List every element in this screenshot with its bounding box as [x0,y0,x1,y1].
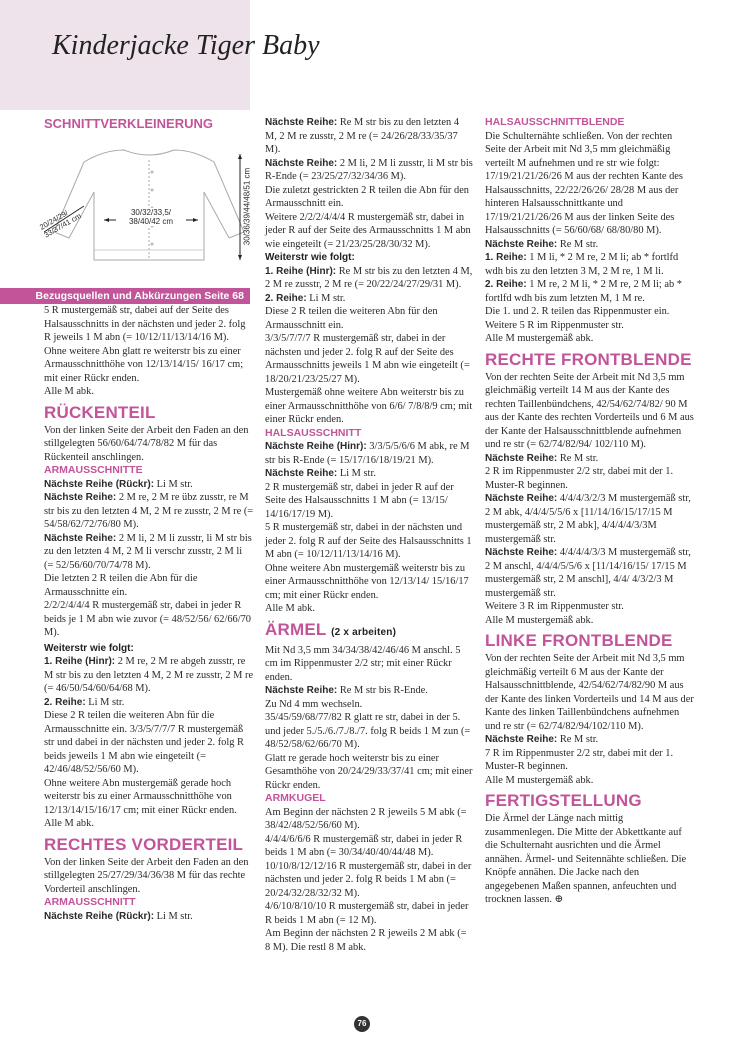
step-text: Re M str bis zu den letzten 4 M, 2 M re zusstr, 2 M re (= 24/26/28/33/35/37 M). [265,117,460,155]
paragraph: 3/3/5/7/7/7 R mustergemäß str, dabei in der nächsten und jeder 2. folg R auf der Seite des Armausschnitts jeweils 1 M abn wie eingeteilt (= 18/20/21/23/25/27 M). [265,333,470,385]
step-p4: Die letzten 2 R teilen die Abn für die Armausschnitte ein. [44,573,198,598]
step-text: 2 M li, 2 M li zusstr, li M str bis zu den letzten 4 M, 2 M li verschr zusstr, 2 M li (= 52/56/60/70/74/78 M). [44,532,252,571]
row-label: 1. Reihe (Hinr): [44,656,116,667]
paragraph: 7 R im Rippenmuster 2/2 str, dabei mit der 1. Muster-R beginnen. [485,747,674,772]
step-label: Nächste Reihe: [485,452,558,464]
rechtes-vorderteil-text: Von der linken Seite der Arbeit den Faden an den stillgelegten 25/27/29/34/36/38 M für das rechte Vorderteil anschlingen. [44,856,249,895]
row-1 [44,655,254,696]
row-label: 2. Reihe: [44,696,86,708]
step-p5: 2/2/2/4/4/4 R mustergemäß str, dabei in jeder R beids je 1 M abn wie zuvor (= 48/52/56/ 62/66/70 M). [44,600,252,638]
paragraph: Die Ärmel der Länge nach mittig zusammenlegen. Die Mitte der Abkettkante auf die Schulternaht ausrichten und die Ärmel annähen. Ärmel- und Seitennähte schließen. Die Knöpfe annähen. Die Jacke nach den angegebenen Maßen spannen, anfeuchten und trocknen lassen. ⊕ [485,813,687,905]
step-label: Nächste Reihe: [44,532,117,544]
step-text: Re M str bis R-Ende. [337,685,428,696]
linke-frontblende-heading: LINKE FRONTBLENDE [485,631,673,650]
row-2 [44,696,254,710]
step-label: Nächste Reihe: [265,468,338,479]
height-dimension-label: 30/36/39/44/48/51 cm [242,167,252,246]
paragraph: 2 R mustergemäß str, dabei in jeder R auf der Seite des Halsausschnitts 1 M abn (= 13/15/ 14/16/17/19 M). [265,481,454,520]
rechte-frontblende-heading: RECHTE FRONTBLENDE [485,349,692,369]
paragraph: Mit Nd 3,5 mm 34/34/38/42/46/46 M anschl. 5 cm im Rippenmuster 2/2 str; mit einer Rückr enden. [265,644,461,683]
paragraph: Ohne weitere Abn mustergemäß weiterstr bis zu einer Armausschnitthöhe von 12/13/14/ 15/16/17 cm; mit einer Rückr enden. [265,562,469,601]
armausschnitte-heading: ARMAUSSCHNITTE [44,464,143,476]
page-title: Kinderjacke Tiger Baby [52,30,320,61]
step-text: Li M str. [337,468,376,479]
row-label: 2. Reihe: [485,279,527,290]
paragraph: Von der rechten Seite der Arbeit mit Nd 3,5 mm gleichmäßig verteilt 6 M aus der Kante der Halsausschnittblende, 42/54/62/74/82/90 M aus der Kante des linken Vorderteils und 14 M aus der Kante des linken Taillenbündchens aufnehmen und re str (= 62/74/82/94/102/110 M). [485,653,694,732]
step-label: Nächste Reihe: [44,492,117,503]
row-text: Li M str. [85,696,125,708]
paragraph: Von der rechten Seite der Arbeit mit Nd 3,5 mm gleichmäßig verteilt 14 M aus der Kante des rechten Taillenbündchens, 42/54/62/74/82/ 90 M aus der Kante des rechten Vorderteils und 6 M aus der Kante der Halsausschnittblende aufnehmen und re str (= 62/74/82/94/ 102/110 M). [485,371,694,450]
schematic-diagram [38,132,264,282]
reference-band: Bezugsquellen und Abkürzungen Seite 68 [0,288,250,304]
paragraph: Am Beginn der nächsten 2 R jeweils 5 M abk (= 38/42/48/52/56/60 M). [265,806,467,831]
rechtes-vorderteil-heading: RECHTES VORDERTEIL [44,834,244,854]
paragraph: Die 1. und 2. R teilen das Rippenmuster ein. Weitere 5 R im Rippenmuster str. [485,306,670,331]
aermel-title: ÄRMEL [265,619,327,639]
step-text: 4/4/4/4/3/3 M mustergemäß str, 2 M anschl, 4/4/4/5/5/6 x [11/14/16/15/ 17/15 M mustergemäß str, 2 M anschl], 4/4/ 4/3/2/3 M mustergemäß str. [485,547,691,599]
step-text: Re M str. [557,238,599,250]
step-text: 3/3/5/5/6/6 M abk, re M str bis R-Ende (= 15/17/16/18/19/21 M). [265,441,470,466]
step-text: 4/4/4/3/2/3 M mustergemäß str, 2 M abk, 4/4/4/5/5/6 x [11/14/16/15/17/15 M mustergemäß str, 2 M abk], 4/4/4/4/3/3M mustergemäß str. [485,493,691,545]
step-label: Nächste Reihe (Rückr): [44,910,155,922]
paragraph: Alle M mustergemäß abk. [485,614,594,626]
step-p7-end: Alle M abk. [44,818,94,829]
step-label: Nächste Reihe (Hinr): [265,441,367,452]
step-label: Nächste Reihe: [485,493,558,504]
paragraph: Die Schulternähte schließen. Von der rechten Seite der Arbeit mit Nd 3,5 mm gleichmäßig verteilt M aufnehmen und re str wie folgt: 17/19/21/21/26/26 M aus der rechten Kante des Halsausschnitts, 22/22/26/26/ 28/28 M aus der hinteren Halsausschnittkante und 17/19/21/21/26/26 M aus der linken Seite des Halsausschnitts (= 56/60/68/ 68/80/80 M). [485,130,683,236]
paragraph: Weitere 3 R im Rippenmuster str. [485,601,624,612]
step-label: Nächste Reihe: [485,734,558,745]
right-column [485,116,695,907]
step-text: Li M str. [154,478,193,490]
step-p7: Ohne weitere Abn mustergemäß gerade hoch weiterstr bis zu einer Armausschnitthöhe von 12/13/14/15/16/17 cm; mit einer Rückr enden. [44,777,237,816]
armkugel-heading: ARMKUGEL [265,792,326,804]
row-label: 1. Reihe: [485,252,527,263]
paragraph: Weitere 2/2/2/4/4/4 R mustergemäß str, dabei in jeder R auf der Seite des Armausschnitts 1 M abn wie eingeteilt (= 21/23/25/28/30/32 M). [265,211,471,250]
paragraph: Diese 2 R teilen die weiteren Abn für den Armausschnitt ein. [265,306,438,331]
paragraph: Die zuletzt gestrickten 2 R teilen die Abn für den Armausschnitt ein. [265,184,469,209]
aermel-subtitle: (2 x arbeiten) [331,626,397,638]
step-label: Nächste Reihe: [265,157,338,169]
paragraph: Alle M abk. [265,603,315,614]
armausschnitt-heading: ARMAUSSCHNITT [44,896,136,908]
row-label: 1. Reihe (Hinr): [265,265,337,277]
paragraph: Glatt re gerade hoch weiterstr bis zu einer Gesamthöhe von 20/24/29/33/37/41 cm; mit einer Rückr enden. [265,752,473,791]
step-p2 [44,491,254,532]
halsausschnitt-heading: HALSAUSSCHNITT [265,426,362,439]
fertigstellung-heading: FERTIGSTELLUNG [485,791,642,810]
step-label: Nächste Reihe (Rückr): [44,478,155,490]
paragraph: 4/4/4/6/6/6 R mustergemäß str, dabei in jeder R beids 1 M abn (= 30/34/40/40/44/48 M). [265,833,463,858]
step-text: Re M str. [557,452,599,464]
step-label: Nächste Reihe: [265,685,338,696]
row-text: 2 M re, 2 M re abgeh zusstr, re M str bis zu den letzten 4 M, 2 M re zusstr, 2 M re (= 46/50/54/60/64/68 M). [44,656,254,694]
paragraph: 5 R mustergemäß str, dabei in der nächsten und jeder 2. folg R auf der Seite des Halsausschnitts 1 M abn (= 10/12/11/13/14/16 M). [265,522,472,560]
weiter-heading: Weiterstr wie folgt: [265,252,355,263]
left-column [38,116,254,923]
row-text: Re M str bis zu den letzten 4 M, 2 M re zusstr, 2 M re (= 20/22/24/27/29/31 M). [265,265,473,290]
step-p6: Diese 2 R teilen die weiteren Abn für die Armausschnitte ein. 3/3/5/7/7/7 R mustergemäß str und dabei in der nächsten und jeder 2. folg R beids jeweils 1 M abn wie eingeteilt (= 42/46/48/52/56/60 M). [44,710,244,775]
step-text: 2 M li, 2 M li zusstr, li M str bis R-Ende (= 23/25/27/32/34/36 M). [265,157,473,182]
intro-end: Alle M abk. [44,386,94,397]
step-label: Nächste Reihe: [265,117,338,128]
page-number: 76 [354,1016,370,1032]
paragraph: Am Beginn der nächsten 2 R jeweils 2 M abk (= 8 M). Die restl 8 M abk. [265,928,467,953]
paragraph: Alle M mustergemäß abk. [485,774,594,786]
paragraph: 2 R im Rippenmuster 2/2 str, dabei mit der 1. Muster-R beginnen. [485,466,674,491]
intro-text: 5 R mustergemäß str, dabei auf der Seite des Halsausschnitts in der nächsten und jeder 2. folg R jeweils 1 M abn (= 10/12/11/13/14/16 M). Ohne weitere Abn glatt re weiterstr bis zu einer Armausschnitthöhe von 12/13/14/15/ 16/17 cm; mit einer Rückr enden. [44,305,246,384]
step-text: 2 M re, 2 M re übz zusstr, re M str bis zu den letzten 4 M, 2 M re zusstr, 2 M re (= 54/58/62/72/76/80 M). [44,492,254,530]
halsausschnittblende-heading: HALSAUSSCHNITTBLENDE [485,116,625,128]
rueckenteil-heading: RÜCKENTEIL [44,402,156,422]
row-text: Li M str. [306,292,346,304]
paragraph: Zu Nd 4 mm wechseln. [265,698,363,710]
weiter-heading: Weiterstr wie folgt: [44,642,134,654]
schnitt-heading: SCHNITTVERKLEINERUNG [44,116,214,131]
paragraph: 35/45/59/68/77/82 R glatt re str, dabei in der 5. und jeder 5./5./6./7./8./7. folg R beids 1 M zun (= 48/52/58/62/66/70 M). [265,712,471,750]
step-text: Li M str. [154,910,193,922]
row-text: 1 M li, * 2 M re, 2 M li; ab * fortlfd wdh bis zu den letzten 3 M, 2 M re, 1 M li. [485,252,679,277]
paragraph: 4/6/10/8/10/10 R mustergemäß str, dabei in jeder R beids 1 M abn (= 12 M). [265,901,469,926]
step-text: Re M str. [557,734,599,745]
rueckenteil-text: Von der linken Seite der Arbeit den Faden an den stillgelegten 56/60/64/74/78/82 M für das Rückenteil anschlingen. [44,424,249,463]
step-p1 [44,478,254,492]
sleeve-dimension-label: 20/24/29/ 33/37/41 cm [38,208,83,240]
paragraph: Mustergemäß ohne weitere Abn weiterstr bis zu einer Armausschnitthöhe von 6/6/ 7/8/8/9 cm; mit einer Rückr enden. [265,387,473,425]
middle-column [265,116,473,954]
last-step [44,910,254,924]
row-text: 1 M re, 2 M li, * 2 M re, 2 M li; ab * fortlfd wdh bis zum letzten M, 1 M re. [485,279,682,304]
row-label: 2. Reihe: [265,292,307,304]
step-label: Nächste Reihe: [485,547,558,558]
paragraph: Alle M mustergemäß abk. [485,333,594,344]
aermel-heading [265,619,473,643]
paragraph: 10/10/8/12/12/16 R mustergemäß str, dabei in der nächsten und jeder 2. folg R beids 1 M abn (= 20/24/32/28/32/32 M). [265,860,472,899]
step-p3 [44,532,254,573]
step-label: Nächste Reihe: [485,238,558,250]
width-dimension-label: 30/32/33,5/ 38/40/42 cm [116,208,186,226]
